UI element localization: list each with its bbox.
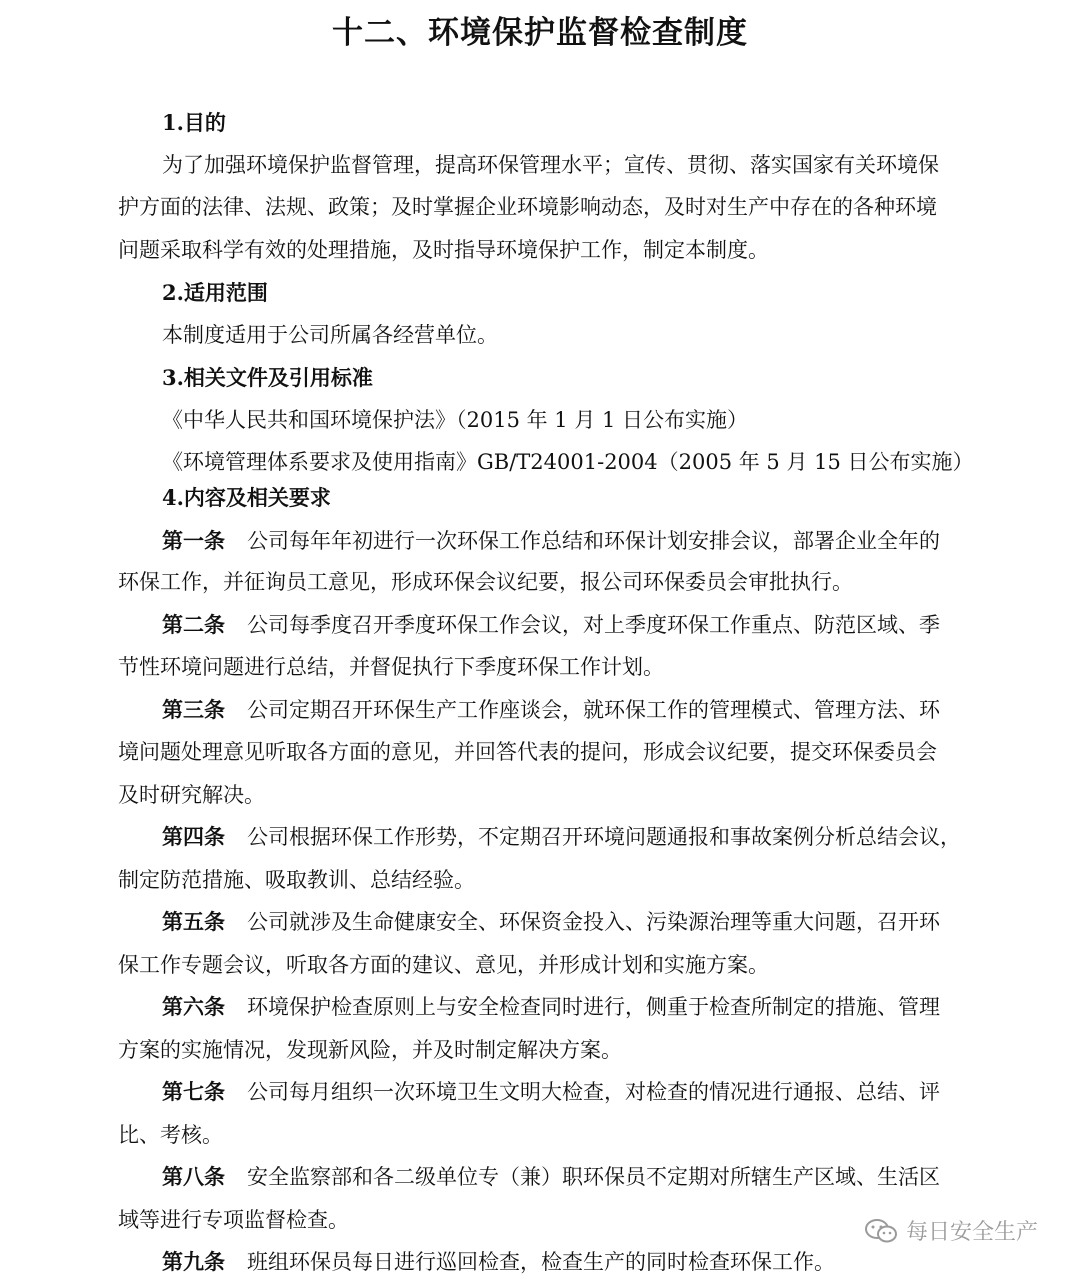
paragraph-line: 域等进行专项监督检查。 xyxy=(118,1208,349,1232)
reference-line: 《环境管理体系要求及使用指南》GB/T24001-2004（2005 年 5 月 15 日公布实施） xyxy=(162,450,974,474)
article-text: 公司每年年初进行一次环保工作总结和环保计划安排会议，部署企业全年的 xyxy=(247,529,940,553)
article-label: 第五条 xyxy=(162,909,225,934)
article-label: 第四条 xyxy=(162,824,225,849)
article-text: 公司定期召开环保生产工作座谈会，就环保工作的管理模式、管理方法、环 xyxy=(247,698,940,722)
section-heading-content: 4.内容及相关要求 xyxy=(162,485,331,510)
wechat-icon xyxy=(864,1218,898,1244)
article-label: 第六条 xyxy=(162,994,225,1019)
article-seventh xyxy=(162,1077,940,1107)
paragraph-line: 本制度适用于公司所属各经营单位。 xyxy=(162,323,498,347)
article-text: 环境保护检查原则上与安全检查同时进行，侧重于检查所制定的措施、管理 xyxy=(247,995,940,1019)
article-label: 第九条 xyxy=(162,1249,225,1274)
article-eighth xyxy=(162,1162,940,1192)
article-sixth xyxy=(162,992,940,1022)
article-text: 公司每季度召开季度环保工作会议，对上季度环保工作重点、防范区域、季 xyxy=(247,613,940,637)
paragraph-line: 比、考核。 xyxy=(118,1123,223,1147)
paragraph-line: 保工作专题会议，听取各方面的建议、意见，并形成计划和实施方案。 xyxy=(118,953,769,977)
article-third xyxy=(162,695,940,725)
section-heading-references: 3.相关文件及引用标准 xyxy=(162,365,373,390)
article-fifth xyxy=(162,907,940,937)
paragraph-line: 护方面的法律、法规、政策；及时掌握企业环境影响动态，及时对生产中存在的各种环境 xyxy=(118,195,937,219)
paragraph-line: 制定防范措施、吸取教训、总结经验。 xyxy=(118,868,475,892)
article-label: 第二条 xyxy=(162,612,225,637)
paragraph-line: 为了加强环境保护监督管理，提高环保管理水平；宣传、贯彻、落实国家有关环境保 xyxy=(162,153,939,177)
article-first xyxy=(162,526,940,556)
paragraph-line: 及时研究解决。 xyxy=(118,783,265,807)
article-label: 第七条 xyxy=(162,1079,225,1104)
paragraph-line: 方案的实施情况，发现新风险，并及时制定解决方案。 xyxy=(118,1038,622,1062)
reference-line: 《中华人民共和国环境保护法》（2015 年 1 月 1 日公布实施） xyxy=(162,408,749,432)
section-heading-purpose: 1.目的 xyxy=(162,110,226,135)
paragraph-line: 环保工作，并征询员工意见，形成环保会议纪要，报公司环保委员会审批执行。 xyxy=(118,570,853,594)
article-fourth xyxy=(162,822,961,852)
article-label: 第一条 xyxy=(162,528,225,553)
article-text: 安全监察部和各二级单位专（兼）职环保员不定期对所辖生产区域、生活区 xyxy=(247,1165,940,1189)
article-text: 公司根据环保工作形势，不定期召开环境问题通报和事故案例分析总结会议， xyxy=(247,825,961,849)
document-title: 十二、环境保护监督检查制度 xyxy=(332,15,748,51)
paragraph-line: 境问题处理意见听取各方面的意见，并回答代表的提问，形成会议纪要，提交环保委员会 xyxy=(118,740,937,764)
article-label: 第三条 xyxy=(162,697,225,722)
paragraph-line: 节性环境问题进行总结，并督促执行下季度环保工作计划。 xyxy=(118,655,664,679)
article-text: 班组环保员每日进行巡回检查，检查生产的同时检查环保工作。 xyxy=(247,1250,835,1274)
article-text: 公司就涉及生命健康安全、环保资金投入、污染源治理等重大问题，召开环 xyxy=(247,910,940,934)
watermark xyxy=(860,1213,1042,1248)
article-text: 公司每月组织一次环境卫生文明大检查，对检查的情况进行通报、总结、评 xyxy=(247,1080,940,1104)
article-label: 第八条 xyxy=(162,1164,225,1189)
article-second xyxy=(162,610,940,640)
section-heading-scope: 2.适用范围 xyxy=(162,280,268,305)
watermark-text: 每日安全生产 xyxy=(905,1220,1038,1245)
article-ninth xyxy=(162,1247,835,1277)
paragraph-line: 问题采取科学有效的处理措施，及时指导环境保护工作，制定本制度。 xyxy=(118,238,769,262)
